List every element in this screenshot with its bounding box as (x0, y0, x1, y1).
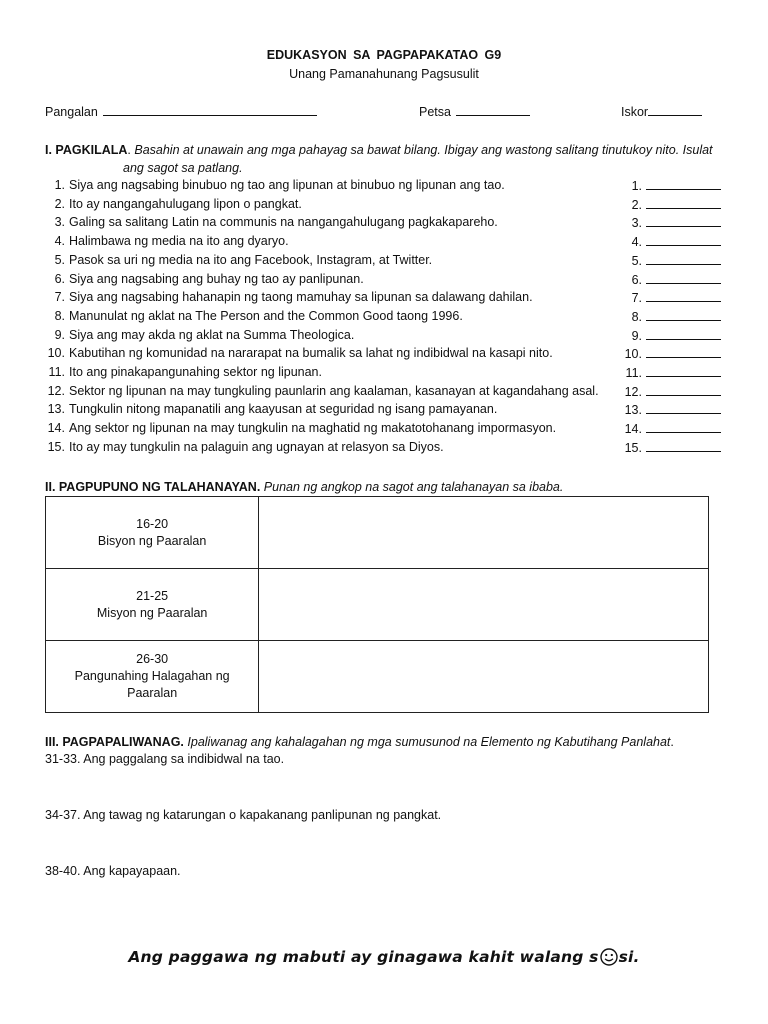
section1-instruction: Basahin at unawain ang mga pahayag sa bawat bilang. Ibigay ang wastong salitang tinutukoy nito. Isulat (134, 143, 713, 157)
item-number: 7. (54, 290, 65, 304)
table-answer-cell[interactable] (259, 641, 709, 713)
identification-item (45, 384, 605, 402)
item-text: Siya ang nagsabing ang buhay ng tao ay panlipunan. (69, 272, 364, 286)
item-text: Manunulat ng aklat na The Person and the Common Good taong 1996. (69, 309, 463, 323)
answer-number: 13. (624, 403, 642, 417)
identification-item (45, 215, 605, 233)
identification-item (45, 440, 605, 458)
answer-line[interactable] (646, 234, 721, 246)
item-number: 13. (47, 402, 65, 416)
section2-heading (45, 478, 725, 496)
item-text: Ito ay nangangahulugang lipon o pangkat. (69, 197, 302, 211)
item-number: 15. (47, 440, 65, 454)
answer-line[interactable] (646, 384, 721, 396)
answer-number: 8. (631, 310, 642, 324)
answer-number: 3. (631, 216, 642, 230)
answer-line[interactable] (646, 402, 721, 414)
answer-blank[interactable] (620, 440, 725, 458)
date-blank[interactable] (456, 104, 530, 116)
answer-number: 14. (624, 422, 642, 436)
identification-item (45, 253, 605, 271)
row-range: 16-20 (136, 516, 169, 531)
table-row-label (46, 569, 259, 641)
answer-blank[interactable] (620, 215, 725, 233)
answer-blank[interactable] (620, 272, 725, 290)
answer-blank[interactable] (620, 421, 725, 439)
table-row (46, 497, 709, 569)
score-label: Iskor (621, 105, 649, 119)
exam-title: EDUKASYON SA PAGPAPAKATAO G9 (266, 48, 502, 62)
item-number: 2. (54, 197, 65, 211)
item-number: 1. (54, 178, 65, 192)
item-text: Galing sa salitang Latin na communis na nangangahulugang pagkakapareho. (69, 215, 498, 229)
answer-blank[interactable] (620, 384, 725, 402)
answer-blank[interactable] (620, 402, 725, 420)
item-text: Ito ang pinakapangunahing sektor ng lipunan. (69, 365, 322, 379)
date-field[interactable] (419, 104, 530, 119)
smiley-face-icon (600, 948, 618, 966)
answer-blank[interactable] (620, 178, 725, 196)
row-range: 26-30 (136, 652, 169, 666)
answer-line[interactable] (646, 440, 721, 452)
table-row-label (46, 497, 259, 569)
answer-blank[interactable] (620, 253, 725, 271)
answer-number: 6. (631, 273, 642, 287)
identification-item (45, 402, 605, 420)
item-number: 8. (54, 309, 65, 323)
answer-line[interactable] (646, 346, 721, 358)
essay-question: 31-33. Ang paggalang sa indibidwal na tao. (45, 752, 285, 766)
answer-line[interactable] (646, 253, 721, 265)
row-label: Misyon ng Paaralan (96, 605, 208, 620)
item-text: Halimbawa ng media na ito ang dyaryo. (69, 234, 289, 248)
item-text: Pasok sa uri ng media na ito ang Facebook, Instagram, at Twitter. (69, 253, 433, 267)
section3-title: III. PAGPAPALIWANAG. (45, 735, 184, 749)
item-text: Siya ang nagsabing hahanapin ng taong mamuhay sa lipunan sa dalawang dahilan. (69, 290, 533, 304)
item-text: Ang sektor ng lipunan na may tungkulin na maghatid ng makatotohanang impormasyon. (69, 421, 557, 435)
motto-text-end: si. (618, 948, 640, 966)
answer-number: 11. (625, 366, 642, 380)
item-number: 14. (47, 421, 65, 435)
row-label: Pangunahing Halagahan ng Paaralan (74, 669, 230, 700)
answer-line[interactable] (646, 272, 721, 284)
identification-item (45, 290, 605, 308)
item-text: Siya ang may akda ng aklat na Summa Theologica. (69, 328, 355, 342)
item-number: 9. (54, 328, 65, 342)
name-field[interactable] (45, 104, 317, 119)
answer-blank[interactable] (620, 290, 725, 308)
identification-item (45, 346, 605, 364)
answer-blank[interactable] (620, 346, 725, 364)
item-number: 4. (54, 234, 65, 248)
school-table (45, 496, 709, 713)
essay-question: 38-40. Ang kapayapaan. (45, 864, 181, 878)
answer-blank[interactable] (620, 328, 725, 346)
score-blank[interactable] (648, 104, 702, 116)
section1-heading: I. PAGKILALA. Basahin at unawain ang mga pahayag sa bawat bilang. Ibigay ang wastong salitang tinutukoy nito. Isulat ang sagot sa patlang. (45, 143, 713, 175)
item-number: 3. (54, 215, 65, 229)
answer-number: 5. (631, 254, 642, 268)
table-answer-cell[interactable] (259, 497, 709, 569)
identification-item (45, 309, 605, 327)
answer-line[interactable] (646, 365, 721, 377)
section3-heading: III. PAGPAPALIWANAG. Ipaliwanag ang kahalagahan ng mga sumusunod na Elemento ng Kabutihang Panlahat. (45, 735, 674, 749)
answer-number: 12. (624, 385, 642, 399)
identification-item (45, 365, 605, 383)
item-text: Kabutihan ng komunidad na nararapat na bumalik sa lahat ng indibidwal na kasapi nito. (69, 346, 553, 360)
essay-question: 34-37. Ang tawag ng katarungan o kapakanang panlipunan ng pangkat. (45, 808, 442, 822)
section2-title: II. PAGPUPUNO NG TALAHANAYAN. (45, 480, 261, 494)
identification-item (45, 421, 605, 439)
answer-number: 1. (631, 179, 642, 193)
answer-line[interactable] (646, 328, 721, 340)
score-field[interactable] (621, 104, 702, 119)
item-text: Siya ang nagsabing binubuo ng tao ang lipunan at binubuo ng lipunan ang tao. (69, 178, 505, 192)
item-number: 6. (54, 272, 65, 286)
answer-line[interactable] (646, 197, 721, 209)
identification-item (45, 328, 605, 346)
table-row-label (46, 641, 259, 713)
name-label: Pangalan (45, 105, 98, 119)
section2-instruction: Punan ng angkop na sagot ang talahanayan sa ibaba. (263, 480, 564, 494)
answer-number: 4. (631, 235, 642, 249)
answer-line[interactable] (646, 178, 721, 190)
item-text: Sektor ng lipunan na may tungkuling paunlarin ang kaalaman, kasanayan at kagandahang asal. (69, 384, 599, 398)
item-number: 10. (47, 346, 65, 360)
table-row (46, 569, 709, 641)
item-text: Ito ay may tungkulin na palaguin ang ugnayan at relasyon sa Diyos. (69, 440, 444, 454)
identification-item (45, 272, 605, 290)
answer-blank[interactable] (620, 365, 725, 383)
motto (0, 948, 768, 966)
answer-line[interactable] (646, 421, 721, 433)
identification-item (45, 197, 605, 215)
table-row (46, 641, 709, 713)
table-answer-cell[interactable] (259, 569, 709, 641)
identification-item (45, 178, 605, 196)
item-number: 11. (48, 365, 65, 379)
student-info-row (45, 104, 725, 122)
answer-number: 10. (624, 347, 642, 361)
answer-number: 9. (631, 329, 642, 343)
section1-title: I. PAGKILALA (45, 143, 128, 157)
item-number: 12. (47, 384, 65, 398)
row-range: 21-25 (136, 588, 169, 603)
section3-instruction: Ipaliwanag ang kahalagahan ng mga sumusunod na Elemento ng Kabutihang Panlahat (187, 735, 671, 749)
answer-number: 15. (624, 441, 642, 455)
name-blank[interactable] (103, 104, 317, 116)
item-text: Tungkulin nitong mapanatili ang kaayusan at seguridad ng isang pamayanan. (69, 402, 498, 416)
motto-text-start: Ang paggawa ng mabuti ay ginagawa kahit walang s (128, 948, 599, 966)
answer-blank[interactable] (620, 309, 725, 327)
answer-number: 2. (631, 198, 642, 212)
answer-line[interactable] (646, 215, 721, 227)
row-label: Bisyon ng Paaralan (97, 533, 207, 548)
answer-number: 7. (631, 291, 642, 305)
answer-blank[interactable] (620, 234, 725, 252)
answer-blank[interactable] (620, 197, 725, 215)
section1-instruction-cont: ang sagot sa patlang. (123, 161, 243, 175)
item-number: 5. (54, 253, 65, 267)
exam-subtitle: Unang Pamanahunang Pagsusulit (289, 67, 479, 81)
date-label: Petsa (419, 105, 451, 119)
identification-item (45, 234, 605, 252)
answer-line[interactable] (646, 290, 721, 302)
answer-line[interactable] (646, 309, 721, 321)
